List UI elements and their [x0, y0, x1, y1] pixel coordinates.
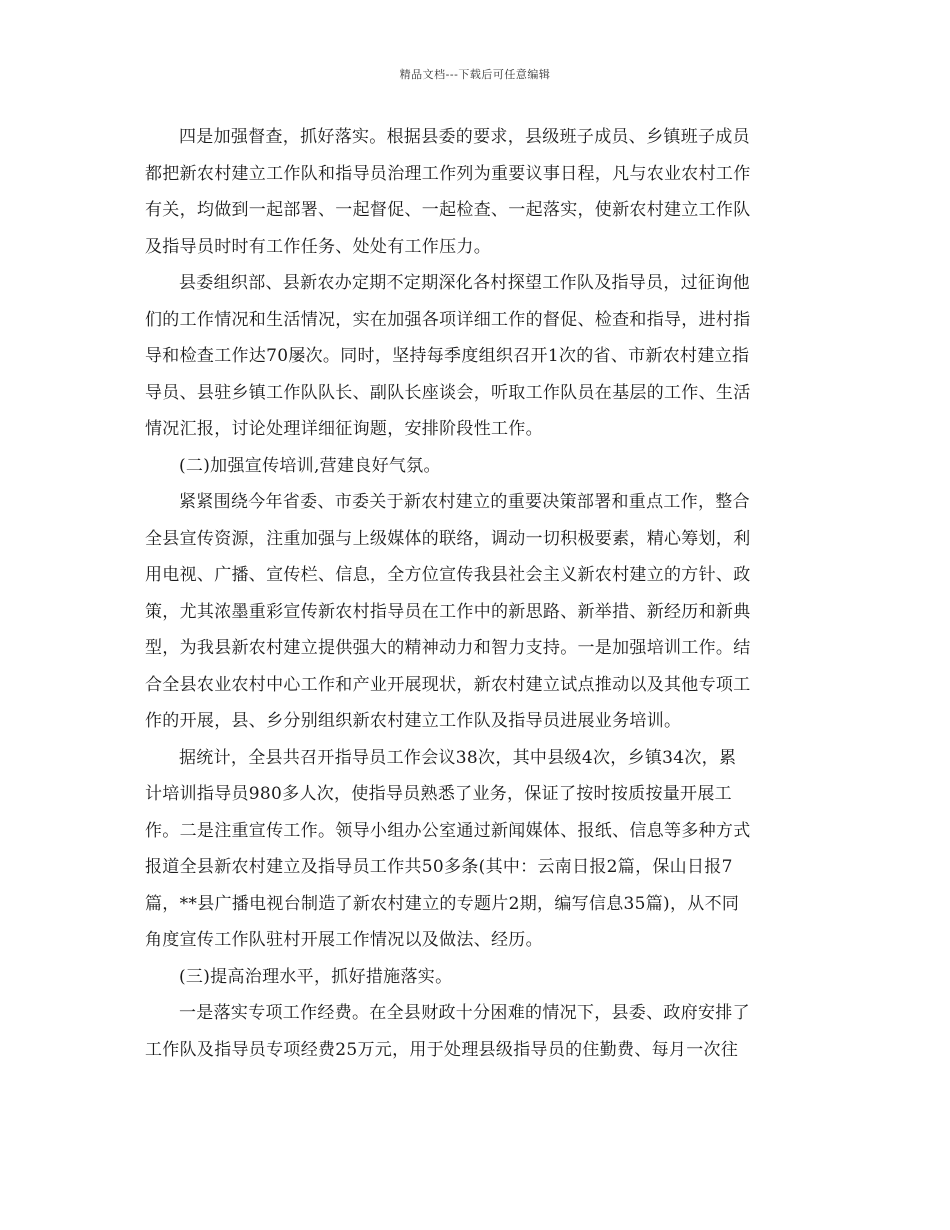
paragraph-line: 篇，**县广播电视台制造了新农村建立的专题片2期，编写信息35篇)，从不同 — [145, 893, 740, 914]
paragraph-line: 及指导员时时有工作任务、处处有工作压力。 — [145, 236, 491, 257]
paragraph-line: 据统计，全县共召开指导员工作会议38次，其中县级4次，乡镇34次，累 — [179, 747, 737, 768]
paragraph-line: 紧紧围绕今年省委、市委关于新农村建立的重要决策部署和重点工作，整合 — [179, 492, 750, 512]
paragraph — [145, 119, 805, 265]
paragraph-line: 用电视、广播、宣传栏、信息，全方位宣传我县社会主义新农村建立的方针、政 — [145, 565, 751, 585]
paragraph-line: 合全县农业农村中心工作和产业开展现状，新农村建立试点推动以及其他专项工 — [145, 674, 751, 695]
paragraph — [145, 959, 805, 996]
paragraph-line: 作的开展，县、乡分别组织新农村建立工作队及指导员进展业务培训。 — [145, 711, 682, 731]
paragraph-line: 报道全县新农村建立及指导员工作共50多条(其中：云南日报2篇，保山日报7 — [145, 857, 733, 877]
page-header: 精品文档---下载后可任意编辑 — [399, 68, 551, 81]
paragraph-line: 计培训指导员980多人次，使指导员熟悉了业务，保证了按时按质按量开展工 — [145, 784, 732, 804]
document-body — [145, 119, 805, 1068]
paragraph-line: 工作队及指导员专项经费25万元，用于处理县级指导员的住勤费、每月一次往 — [145, 1039, 739, 1060]
paragraph-line: 全县宣传资源，注重加强与上级媒体的联络，调动一切积极要素，精心筹划，利 — [145, 528, 751, 549]
paragraph-line: 县委组织部、县新农办定期不定期深化各村探望工作队及指导员，过征询他 — [179, 273, 750, 293]
paragraph-line: 型，为我县新农村建立提供强大的精神动力和智力支持。一是加强培训工作。结 — [145, 638, 751, 658]
paragraph-line: 四是加强督查，抓好落实。根据县委的要求，县级班子成员、乡镇班子成员 — [179, 127, 750, 147]
paragraph-line: 情况汇报，讨论处理详细征询题，安排阶段性工作。 — [145, 419, 543, 439]
paragraph — [145, 740, 805, 959]
paragraph-line: (三)提高治理水平，抓好措施落实。 — [179, 966, 453, 987]
paragraph-line: 导员、县驻乡镇工作队队长、副队长座谈会，听取工作队员在基层的工作、生活 — [145, 382, 751, 403]
paragraph — [145, 265, 805, 448]
paragraph-line: 一是落实专项工作经费。在全县财政十分困难的情况下，县委、政府安排了 — [179, 1003, 750, 1023]
paragraph-line: 们的工作情况和生活情况，实在加强各项详细工作的督促、检查和指导，进村指 — [145, 309, 751, 330]
paragraph-line: 作。二是注重宣传工作。领导小组办公室通过新闻媒体、报纸、信息等多种方式 — [145, 820, 751, 841]
paragraph-line: 策，尤其浓墨重彩宣传新农村指导员在工作中的新思路、新举措、新经历和新典 — [145, 601, 751, 622]
paragraph — [145, 484, 805, 740]
paragraph — [145, 995, 805, 1068]
paragraph-line: (二)加强宣传培训,营建良好气氛。 — [179, 455, 441, 476]
paragraph — [145, 448, 805, 485]
paragraph-line: 导和检查工作达70屡次。同时，坚持每季度组织召开1次的省、市新农村建立指 — [145, 346, 750, 366]
paragraph-line: 都把新农村建立工作队和指导员治理工作列为重要议事日程，凡与农业农村工作 — [145, 163, 751, 184]
paragraph-line: 角度宣传工作队驻村开展工作情况以及做法、经历。 — [145, 930, 543, 950]
paragraph-line: 有关，均做到一起部署、一起督促、一起检查、一起落实，使新农村建立工作队 — [145, 200, 751, 220]
